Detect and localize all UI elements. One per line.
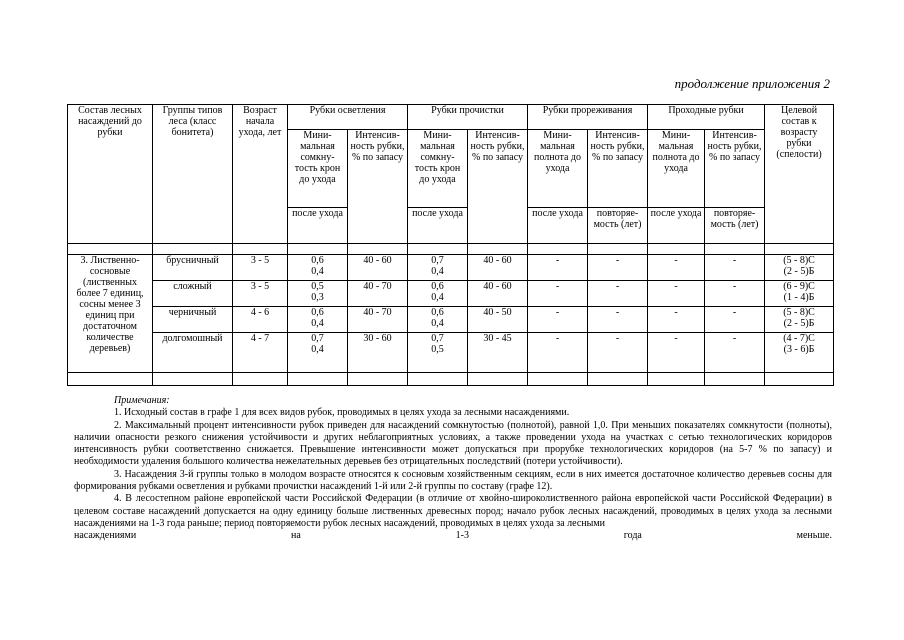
intensity-cell: - <box>705 333 765 373</box>
density-cell: 0,5 0,3 <box>288 281 348 307</box>
note-4: 4. В лесостепном районе европейской части Российской Федерации (в отличие от хвойно-широколиственного района европейской части Российской Федерации) в целевом составе насаждений допускается на одну единицу больше лиственных древесных пород; начало рубок лесных насаждений, проводимых в целях ухода за лесными насаждениями на 1-3 года раньше; период повторяемости рубок лесных насаждений, проводимых в целях ухода за лесными <box>74 493 832 529</box>
header-intensity: Интенсив-ность рубки, % по запасу <box>468 130 528 244</box>
target-cell: (4 - 7)С (3 - 6)Б <box>765 333 834 373</box>
intensity-cell: 40 - 60 <box>348 255 408 281</box>
header-passing: Проходные рубки <box>648 105 765 130</box>
header-repeat: повторяе-мость (лет) <box>705 208 765 244</box>
note-word: 1-3 <box>455 530 469 542</box>
header-forest-type: Группы типов леса (класс бонитета) <box>153 105 233 244</box>
header-after: после ухода <box>288 208 348 244</box>
header-thinning: Рубки прореживания <box>528 105 648 130</box>
density-cell: 0,7 0,4 <box>408 255 468 281</box>
forest-type-cell: сложный <box>153 281 233 307</box>
age-cell: 3 - 5 <box>233 281 288 307</box>
density-cell: 0,7 0,5 <box>408 333 468 373</box>
header-intensity: Интенсив-ность рубки, % по запасу <box>588 130 648 208</box>
header-min-fullness: Мини-мальная полнота до ухода <box>528 130 588 208</box>
forest-type-cell: долгомошный <box>153 333 233 373</box>
intensity-cell: 30 - 45 <box>468 333 528 373</box>
notes-heading: Примечания: <box>114 395 170 406</box>
fullness-cell: - <box>528 255 588 281</box>
age-cell: 4 - 7 <box>233 333 288 373</box>
intensity-cell: - <box>705 307 765 333</box>
target-cell: (6 - 9)С (1 - 4)Б <box>765 281 834 307</box>
intensity-cell: - <box>705 255 765 281</box>
intensity-cell: 40 - 60 <box>468 281 528 307</box>
intensity-cell: 40 - 70 <box>348 307 408 333</box>
header-composition: Состав лесных насаждений до рубки <box>68 105 153 244</box>
intensity-cell: - <box>588 307 648 333</box>
age-cell: 4 - 6 <box>233 307 288 333</box>
header-intensity: Интенсив-ность рубки, % по запасу <box>705 130 765 208</box>
intensity-cell: 40 - 60 <box>468 255 528 281</box>
header-target: Целевой состав к возрасту рубки (спелости) <box>765 105 834 244</box>
note-3: 3. Насаждения 3-й группы только в молодом возрасте относятся к сосновым хозяйственным секциям, если в них имеется достаточное количество деревьев сосны для формирования рубками осветления и рубками прочистки насаждений 1-й или 2-й группы по составу (графе 12). <box>74 468 832 493</box>
note-word: года <box>623 530 642 542</box>
density-cell: 0,6 0,4 <box>408 281 468 307</box>
note-4-last-line <box>74 530 832 542</box>
intensity-cell: 40 - 50 <box>468 307 528 333</box>
header-clearing: Рубки осветления <box>288 105 408 130</box>
header-after: после ухода <box>528 208 588 244</box>
forest-type-cell: брусничный <box>153 255 233 281</box>
target-cell: (5 - 8)С (2 - 5)Б <box>765 307 834 333</box>
intensity-cell: 40 - 70 <box>348 281 408 307</box>
note-word: на <box>291 530 301 542</box>
header-repeat: повторяе-мость (лет) <box>588 208 648 244</box>
intensity-cell: 30 - 60 <box>348 333 408 373</box>
note-word: насаждениями <box>74 530 137 542</box>
density-cell: 0,7 0,4 <box>288 333 348 373</box>
density-cell: 0,6 0,4 <box>408 307 468 333</box>
note-1: 1. Исходный состав в графе 1 для всех видов рубок, проводимых в целях ухода за лесными насаждениями. <box>114 407 570 419</box>
fullness-cell: - <box>648 281 705 307</box>
header-min-fullness: Мини-мальная полнота до ухода <box>648 130 705 208</box>
appendix-caption: продолжение приложения 2 <box>674 76 830 91</box>
header-after: после ухода <box>408 208 468 244</box>
notes-block <box>74 395 832 543</box>
density-cell: 0,6 0,4 <box>288 255 348 281</box>
header-after: после ухода <box>648 208 705 244</box>
forest-type-cell: черничный <box>153 307 233 333</box>
fullness-cell: - <box>648 255 705 281</box>
header-age: Возраст начала ухода, лет <box>233 105 288 244</box>
fullness-cell: - <box>648 307 705 333</box>
header-intensity: Интенсив-ность рубки, % по запасу <box>348 130 408 244</box>
fullness-cell: - <box>648 333 705 373</box>
group-label: 3. Лиственно-сосновые (лиственных более 7 единиц, сосны менее 3 единиц при достаточном количестве деревьев) <box>68 255 153 373</box>
intensity-cell: - <box>588 281 648 307</box>
header-min-density: Мини-мальная сомкну-тость крон до ухода <box>288 130 348 208</box>
note-word: меньше. <box>796 530 832 542</box>
note-2: 2. Максимальный процент интенсивности рубок приведен для насаждений сомкнутостью (полнотой), равной 1,0. При меньших показателях сомкнутости (полноты), наличии опасности резкого снижения устойчивости и других неблагоприятных условиях, а также проведении ухода на участках с сетью технологических коридоров интенсивность рубки соответственно снижается. Превышение интенсивности может допускаться при прорубке технологических коридоров (на 5-7 % по запасу) и необходимости удаления большого количества нежелательных деревьев без отрицательных последствий (потери устойчивости). <box>74 419 832 468</box>
fullness-cell: - <box>528 333 588 373</box>
silviculture-table <box>67 104 834 386</box>
intensity-cell: - <box>705 281 765 307</box>
age-cell: 3 - 5 <box>233 255 288 281</box>
header-min-density: Мини-мальная сомкну-тость крон до ухода <box>408 130 468 208</box>
fullness-cell: - <box>528 281 588 307</box>
header-cleaning: Рубки прочистки <box>408 105 528 130</box>
intensity-cell: - <box>588 333 648 373</box>
density-cell: 0,6 0,4 <box>288 307 348 333</box>
intensity-cell: - <box>588 255 648 281</box>
target-cell: (5 - 8)С (2 - 5)Б <box>765 255 834 281</box>
fullness-cell: - <box>528 307 588 333</box>
